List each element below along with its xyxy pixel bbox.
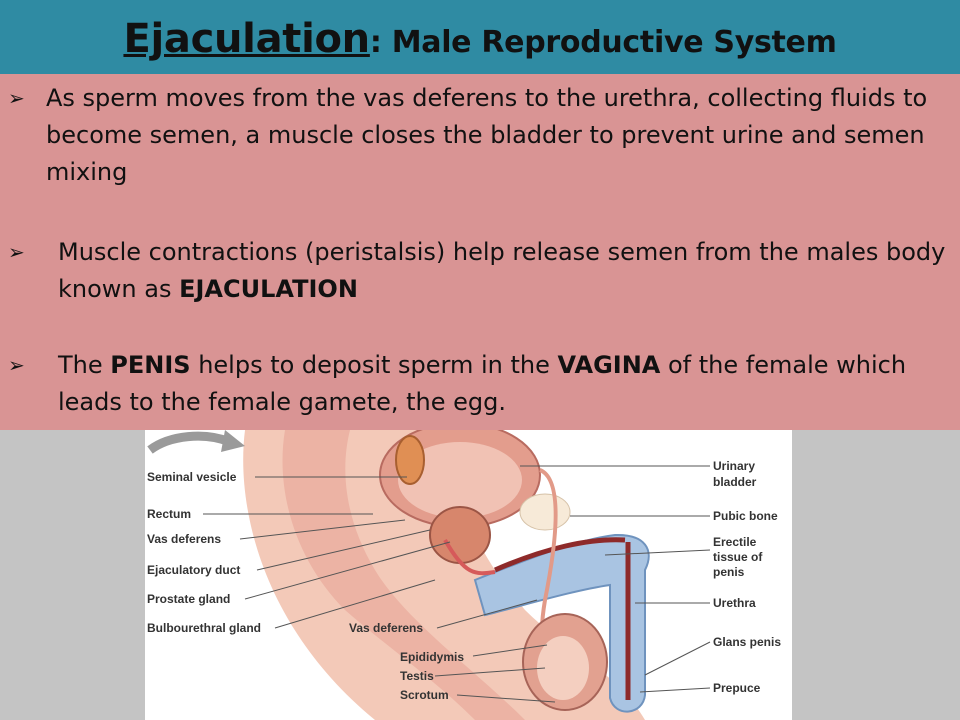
label-vas-deferens-left: Vas deferens <box>147 532 222 546</box>
bullet-1-text: As sperm moves from the vas deferens to the urethra, collecting fluids to become semen, a muscle closes the bladder to prevent urine and semen mixing <box>46 84 928 186</box>
label-tissue-of: tissue of <box>713 550 763 564</box>
arrow-bullet-icon: ➢ <box>8 86 25 110</box>
label-penis: penis <box>713 565 745 579</box>
label-seminal-vesicle: Seminal vesicle <box>147 470 237 484</box>
label-bladder: bladder <box>713 475 757 489</box>
label-scrotum: Scrotum <box>400 688 449 702</box>
label-bulbourethral-gland: Bulbourethral gland <box>147 621 261 635</box>
anatomy-illustration <box>145 430 792 720</box>
arrow-bullet-icon: ➢ <box>8 353 25 377</box>
label-glans-penis: Glans penis <box>713 635 782 649</box>
bullet-3-bold-penis: PENIS <box>110 351 191 379</box>
bullet-3-bold-vagina: VAGINA <box>557 351 661 379</box>
bullet-3-post: of the female which leads to the female gamete, the egg. <box>58 351 907 416</box>
label-prostate-gland: Prostate gland <box>147 592 231 606</box>
label-prepuce: Prepuce <box>713 681 761 695</box>
title-rest: : Male Reproductive System <box>369 25 837 60</box>
label-vas-deferens-center: Vas deferens <box>349 621 424 635</box>
bullet-3 <box>8 347 953 421</box>
bullet-3-mid: helps to deposit sperm in the <box>190 351 558 379</box>
bullet-1 <box>8 80 953 191</box>
title-main: Ejaculation <box>123 16 370 62</box>
bullet-3-pre: The <box>58 351 111 379</box>
label-epididymis: Epididymis <box>400 650 465 664</box>
label-urethra: Urethra <box>713 596 756 610</box>
label-rectum: Rectum <box>147 507 192 521</box>
label-testis: Testis <box>400 669 434 683</box>
label-pubic-bone: Pubic bone <box>713 509 778 523</box>
label-urinary: Urinary <box>713 459 756 473</box>
arrow-bullet-icon: ➢ <box>8 240 25 264</box>
bullet-3-text <box>8 347 953 421</box>
label-erectile: Erectile <box>713 535 757 549</box>
bullet-2-text <box>8 234 953 308</box>
bullet-2-pre: Muscle contractions (peristalsis) help release semen from the males body known as <box>58 238 946 303</box>
bullet-2-bold: EJACULATION <box>179 275 358 303</box>
slide-title <box>0 16 960 62</box>
bullet-2 <box>8 234 953 308</box>
anatomy-diagram <box>145 430 792 720</box>
label-ejaculatory-duct: Ejaculatory duct <box>147 563 241 577</box>
